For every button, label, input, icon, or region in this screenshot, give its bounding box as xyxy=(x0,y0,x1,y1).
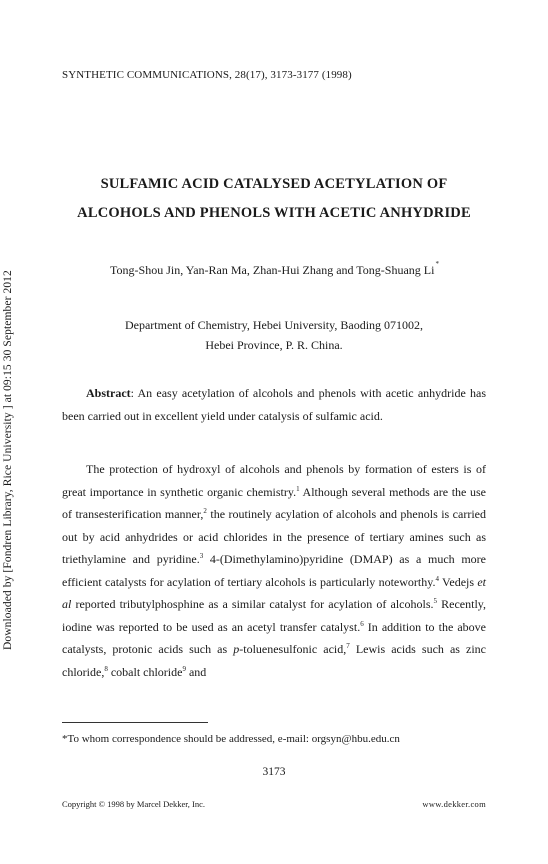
reference-marker: 1 xyxy=(296,484,300,493)
affiliation-line-1: Department of Chemistry, Hebei University, Baoding 071002, xyxy=(124,318,424,332)
copyright-notice: Copyright © 1998 by Marcel Dekker, Inc. xyxy=(62,799,206,809)
footnote-divider xyxy=(62,722,208,723)
reference-marker: 9 xyxy=(182,664,186,673)
body-text: Lewis acids such as zinc chloride, xyxy=(62,642,486,679)
reference-marker: 2 xyxy=(203,507,207,515)
page-number: 3173 xyxy=(262,766,286,778)
body-text: -toluenesulfonic acid, xyxy=(239,642,347,656)
correspondence-footnote: *To whom correspondence should be addressed, e-mail: orgsyn@hbu.edu.cn xyxy=(62,733,400,745)
body-text: 4-(Dimethylamino)pyridine (DMAP) as a much more efficient catalysts for acylation of tertiary alcohols is particularly noteworthy. xyxy=(62,552,487,589)
reference-marker: 8 xyxy=(104,664,108,673)
body-text: reported tributylphosphine as a similar catalyst for acylation of alcohols. xyxy=(71,597,434,611)
body-text: and xyxy=(185,664,207,679)
body-text: cobalt chloride xyxy=(107,664,183,679)
body-text: In addition to the above catalysts, protonic acids such as xyxy=(62,619,486,656)
journal-header: SYNTHETIC COMMUNICATIONS, 28(17), 3173-3177 (1998) xyxy=(62,69,352,81)
body-paragraph xyxy=(62,458,486,683)
corresponding-author-mark: * xyxy=(435,260,439,268)
body-text: Recently, iodine was reported to be used as an acetyl transfer catalyst. xyxy=(62,597,486,634)
download-sidebar-note: Downloaded by [Fondren Library, Rice University ] at 09:15 30 September 2012 xyxy=(2,270,14,650)
body-text: The protection of hydroxyl of alcohols and phenols by formation of esters is of great importance in synthetic organic chemistry. xyxy=(62,462,486,499)
body-text: the routinely acylation of alcohols and phenols is carried out by acid anhydrides or acid chlorides in the presence of tertiary amines such as triethylamine and pyridine. xyxy=(62,507,486,566)
reference-marker: 3 xyxy=(199,552,204,560)
reference-marker: 4 xyxy=(435,574,439,583)
article-title-line-1: SULFAMIC ACID CATALYSED ACETYLATION OF xyxy=(100,176,448,192)
article-title-line-2: ALCOHOLS AND PHENOLS WITH ACETIC ANHYDRIDE xyxy=(77,205,471,221)
body-text: Although several methods are the use of transesterification manner, xyxy=(62,484,486,521)
publisher-url: www.dekker.com xyxy=(422,799,486,809)
author-list xyxy=(0,260,548,278)
author-names: Tong-Shou Jin, Yan-Ran Ma, Zhan-Hui Zhang and Tong-Shuang Li xyxy=(110,263,435,277)
body-text: Vedejs xyxy=(438,574,478,589)
body-italic-text: et al xyxy=(62,574,486,611)
abstract xyxy=(62,382,486,427)
reference-marker: 6 xyxy=(360,619,364,628)
reference-marker: 5 xyxy=(433,597,437,605)
affiliation-line-2: Hebei Province, P. R. China. xyxy=(205,338,343,352)
reference-marker: 7 xyxy=(346,642,350,650)
body-italic-text: p xyxy=(233,642,240,656)
abstract-text: : An easy acetylation of alcohols and phenols with acetic anhydride has been carried out in excellent yield under catalysis of sulfamic acid. xyxy=(62,386,486,423)
abstract-label: Abstract xyxy=(86,386,131,400)
